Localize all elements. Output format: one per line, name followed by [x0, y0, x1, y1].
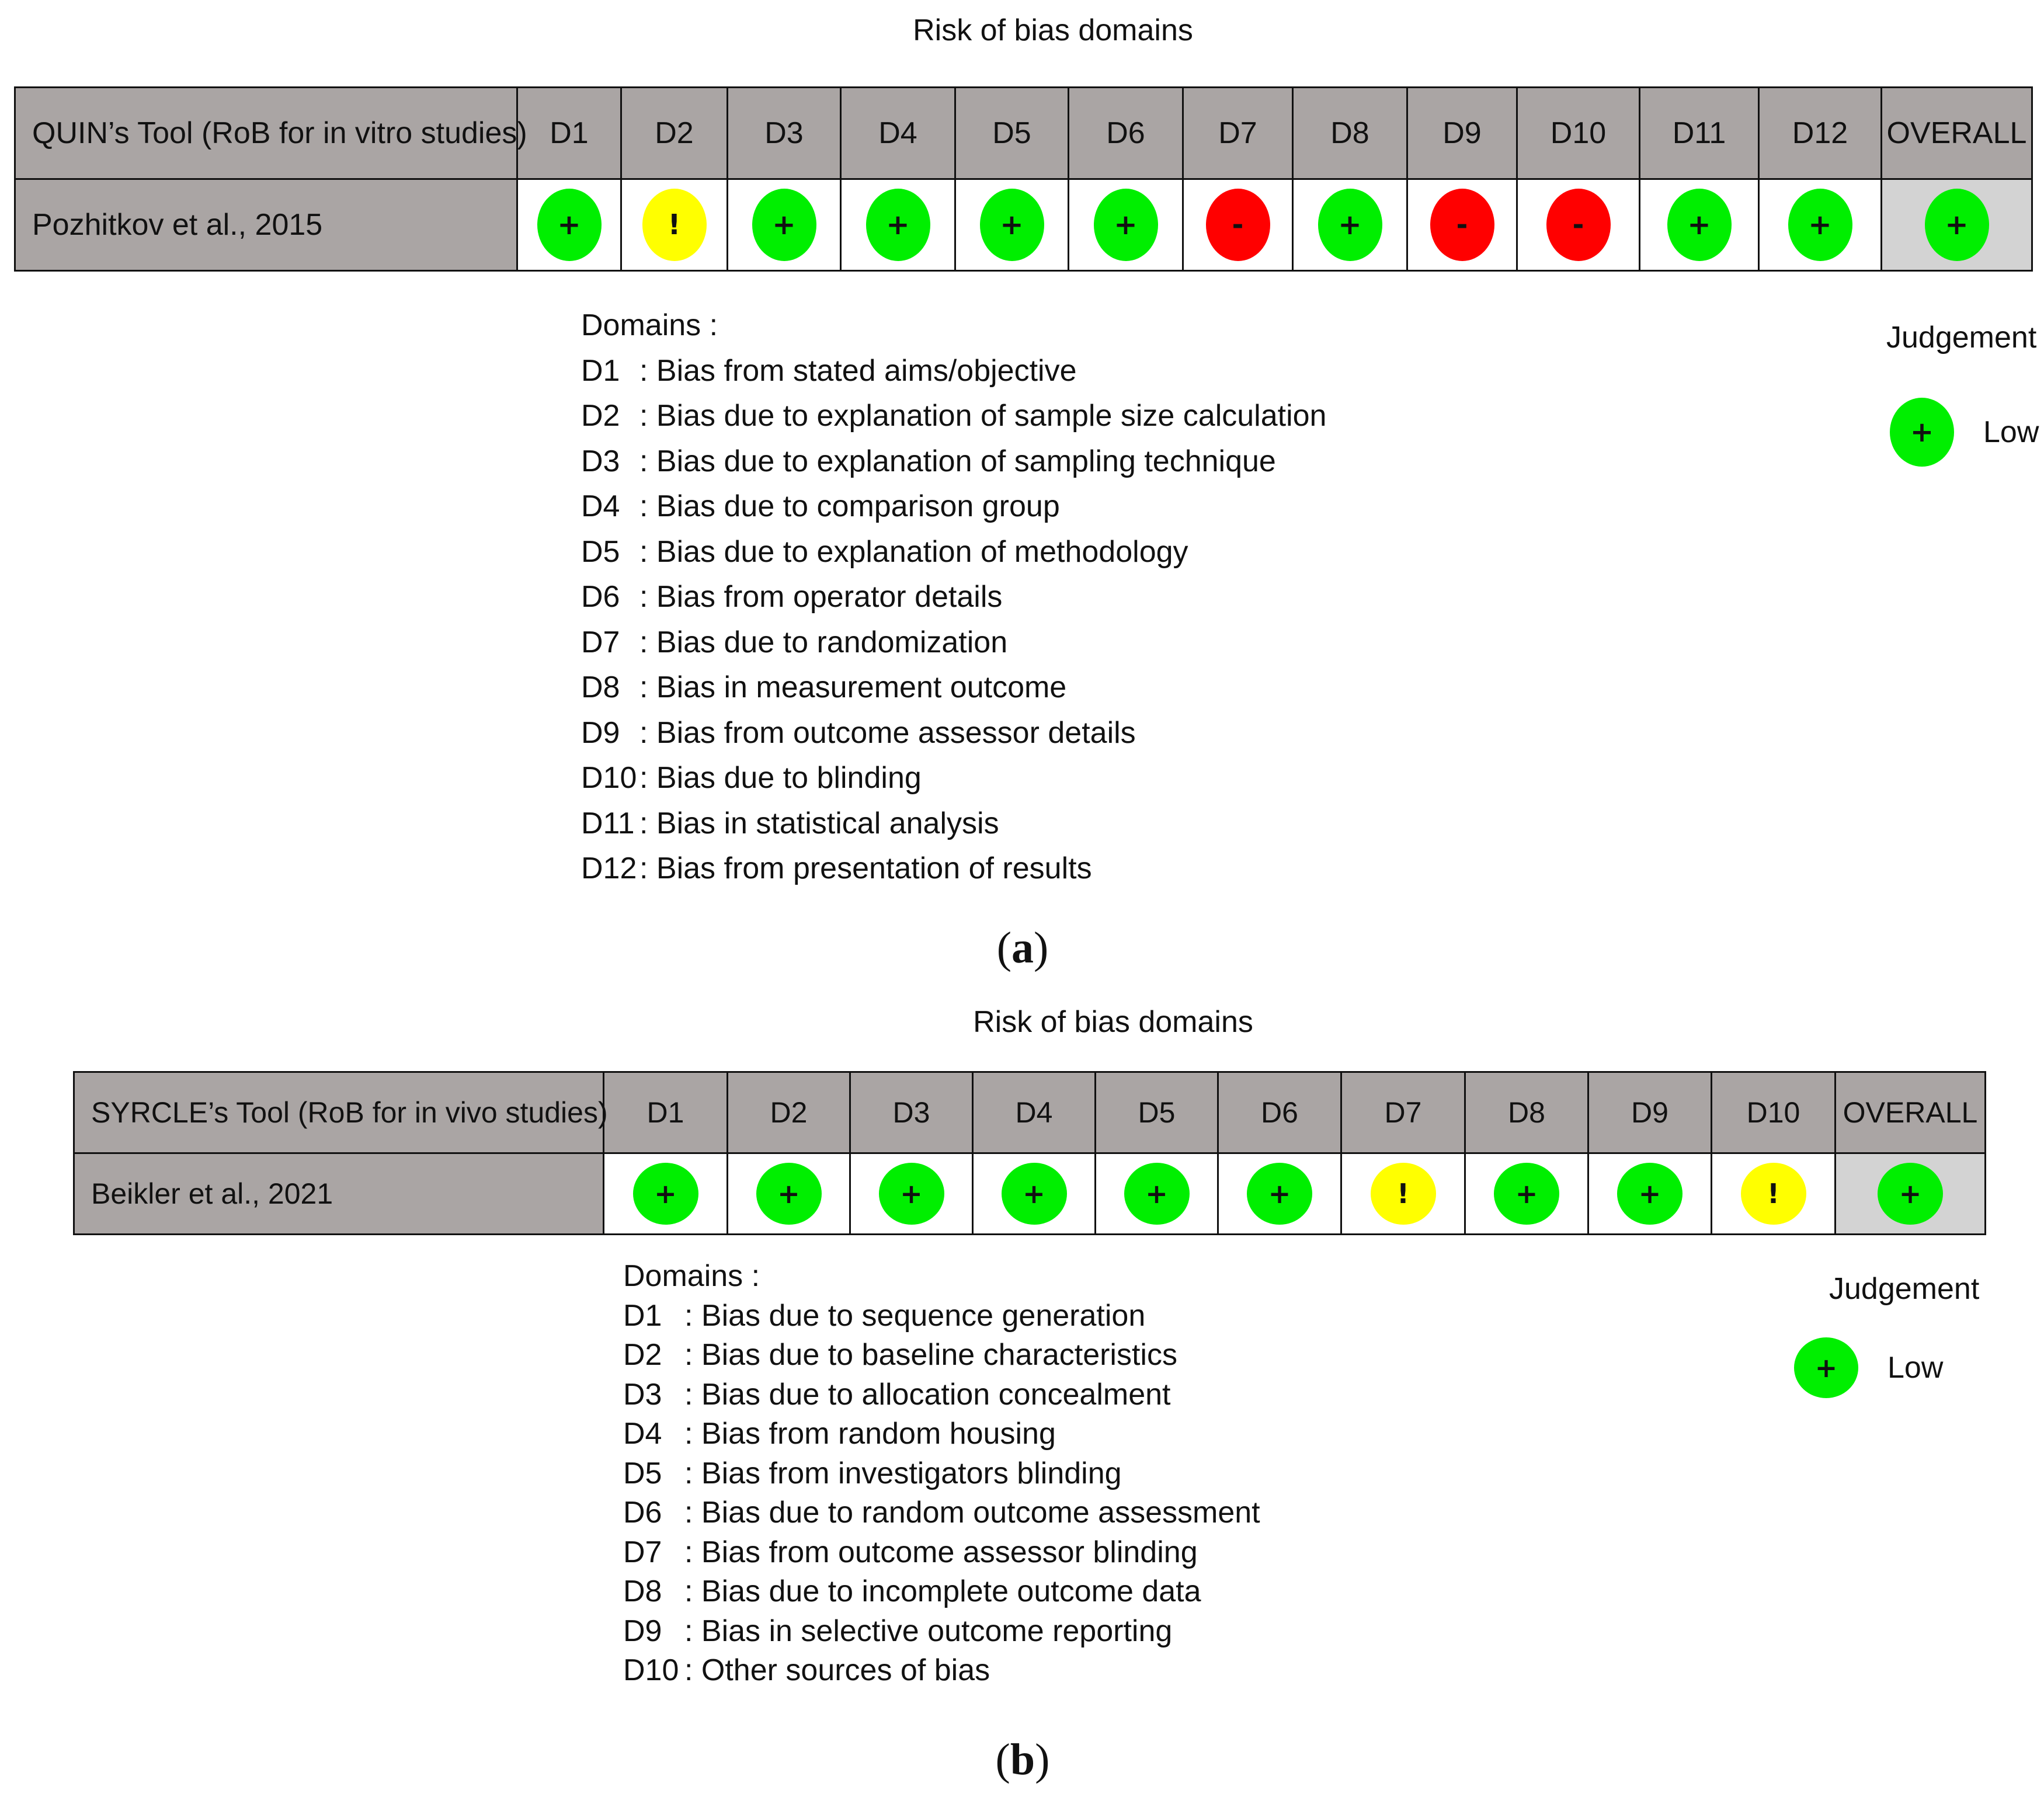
judgement-low-icon: +	[1124, 1163, 1190, 1225]
domain-item	[581, 711, 1326, 756]
domain-item	[623, 1297, 1260, 1336]
domain-item	[581, 846, 1326, 892]
rob-table-a	[14, 86, 2033, 272]
domain-item	[581, 620, 1326, 666]
judgement-high-icon: -	[1546, 189, 1611, 261]
domain-code: D7	[581, 625, 620, 659]
domain-item	[581, 530, 1326, 575]
judgement-low-icon: +	[879, 1163, 944, 1225]
judgement-cell-d7	[1341, 1153, 1465, 1235]
judgement-some_concerns-icon: !	[1741, 1163, 1806, 1225]
column-header-d12: D12	[1759, 88, 1882, 179]
domain-description: : Bias from random housing	[684, 1417, 1056, 1451]
judgement-high-icon: -	[1206, 189, 1270, 261]
rob-table-b	[73, 1071, 1986, 1235]
domain-description: : Bias from stated aims/objective	[639, 353, 1077, 388]
judgement-low-icon: +	[1925, 189, 1989, 261]
domain-item	[623, 1533, 1260, 1573]
domain-code: D2	[581, 399, 620, 433]
column-header-d1: D1	[604, 1072, 728, 1153]
panel-label-b: (b)	[995, 1735, 1050, 1784]
judgement-low-icon: +	[537, 189, 602, 261]
domain-code: D8	[581, 670, 620, 704]
domain-item	[581, 349, 1326, 394]
judgement-low-icon: +	[1878, 1163, 1943, 1225]
domain-code: D9	[623, 1614, 662, 1648]
domain-description: : Bias due to comparison group	[639, 489, 1060, 523]
tool-label: QUIN’s Tool (RoB for in vitro studies)	[15, 88, 517, 179]
legend-a	[1890, 398, 2039, 467]
domain-item	[623, 1572, 1260, 1612]
legend-low-label-b: Low	[1887, 1351, 1944, 1385]
panel-label-a: (a)	[996, 923, 1049, 972]
judgement-cell-d2	[621, 179, 728, 271]
judgement-cell-d1	[604, 1153, 728, 1235]
judgement-cell-overall	[1836, 1153, 1986, 1235]
domain-item	[623, 1375, 1260, 1415]
judgement-cell-d1	[517, 179, 621, 271]
judgement-low-icon: +	[1094, 189, 1158, 261]
domain-code: D5	[623, 1456, 662, 1490]
judgement-cell-d9	[1588, 1153, 1712, 1235]
judgement-cell-overall	[1882, 179, 2032, 271]
column-header-d2: D2	[728, 1072, 850, 1153]
judgement-high-icon: -	[1430, 189, 1494, 261]
domain-description: : Bias in measurement outcome	[639, 670, 1067, 704]
domain-code: D3	[581, 444, 620, 478]
domain-code: D10	[581, 761, 637, 795]
judgement-cell-d11	[1640, 179, 1759, 271]
legend-low-dot-a: +	[1890, 398, 1954, 467]
tool-label: SYRCLE’s Tool (RoB for in vivo studies)	[74, 1072, 604, 1153]
judgement-cell-d2	[728, 1153, 850, 1235]
column-header-d10: D10	[1517, 88, 1640, 179]
domain-code: D4	[623, 1417, 662, 1451]
judgement-title-a: Judgement	[1886, 321, 2037, 354]
column-header-overall: OVERALL	[1882, 88, 2032, 179]
column-header-overall: OVERALL	[1836, 1072, 1986, 1153]
domain-item	[581, 575, 1326, 620]
column-header-d2: D2	[621, 88, 728, 179]
domain-code: D1	[623, 1298, 662, 1333]
domain-item	[623, 1612, 1260, 1652]
domain-item	[581, 665, 1326, 711]
judgement-low-icon: +	[866, 189, 930, 261]
column-header-d7: D7	[1341, 1072, 1465, 1153]
domain-code: D1	[581, 353, 620, 388]
domains-title: Domains :	[623, 1259, 760, 1293]
judgement-cell-d9	[1407, 179, 1517, 271]
study-name: Pozhitkov et al., 2015	[15, 179, 517, 271]
judgement-cell-d4	[841, 179, 955, 271]
judgement-cell-d3	[850, 1153, 973, 1235]
legend-b	[1794, 1337, 1943, 1398]
heading-b: Risk of bias domains	[973, 1005, 1253, 1039]
judgement-some_concerns-icon: !	[1371, 1163, 1436, 1225]
judgement-cell-d3	[728, 179, 841, 271]
domain-description: : Bias from operator details	[639, 580, 1003, 614]
domain-description: : Bias due to sequence generation	[684, 1298, 1146, 1333]
judgement-cell-d6	[1218, 1153, 1341, 1235]
judgement-low-icon: +	[1494, 1163, 1559, 1225]
judgement-cell-d5	[955, 179, 1069, 271]
column-header-d8: D8	[1465, 1072, 1588, 1153]
domain-description: : Bias due to blinding	[639, 761, 922, 795]
column-header-d5: D5	[955, 88, 1069, 179]
domain-item	[623, 1414, 1260, 1454]
judgement-cell-d8	[1293, 179, 1407, 271]
domain-code: D6	[623, 1496, 662, 1530]
domain-item	[581, 439, 1326, 485]
judgement-cell-d7	[1183, 179, 1293, 271]
domain-code: D11	[581, 806, 635, 840]
judgement-cell-d4	[973, 1153, 1096, 1235]
judgement-cell-d10	[1712, 1153, 1836, 1235]
column-header-d3: D3	[850, 1072, 973, 1153]
domain-description: : Bias due to explanation of sample size calculation	[639, 399, 1327, 433]
domain-code: D2	[623, 1338, 662, 1372]
domain-item	[623, 1493, 1260, 1533]
domain-description: : Bias from presentation of results	[639, 851, 1092, 885]
column-header-d7: D7	[1183, 88, 1293, 179]
domain-item	[623, 1336, 1260, 1375]
domain-item	[581, 394, 1326, 439]
judgement-low-icon: +	[1667, 189, 1732, 261]
domain-description: : Other sources of bias	[684, 1653, 990, 1687]
domain-description: : Bias from investigators blinding	[684, 1456, 1122, 1490]
domain-description: : Bias in statistical analysis	[639, 806, 999, 840]
column-header-d6: D6	[1069, 88, 1183, 179]
domain-item	[623, 1651, 1260, 1691]
domain-description: : Bias due to randomization	[639, 625, 1008, 659]
domain-code: D10	[623, 1653, 679, 1687]
domain-code: D3	[623, 1377, 662, 1412]
heading-a: Risk of bias domains	[913, 13, 1193, 47]
judgement-low-icon: +	[633, 1163, 698, 1225]
column-header-d8: D8	[1293, 88, 1407, 179]
judgement-cell-d8	[1465, 1153, 1588, 1235]
column-header-d4: D4	[841, 88, 955, 179]
domain-code: D12	[581, 851, 637, 885]
domain-item	[623, 1454, 1260, 1494]
domain-code: D4	[581, 489, 620, 523]
domain-item	[581, 484, 1326, 530]
judgement-cell-d10	[1517, 179, 1640, 271]
domain-description: : Bias due to explanation of methodology	[639, 534, 1188, 569]
column-header-d6: D6	[1218, 1072, 1341, 1153]
column-header-d10: D10	[1712, 1072, 1836, 1153]
judgement-cell-d6	[1069, 179, 1183, 271]
judgement-cell-d12	[1759, 179, 1882, 271]
judgement-title-b: Judgement	[1829, 1272, 1980, 1306]
legend-low-dot-b: +	[1794, 1337, 1858, 1398]
domain-description: : Bias due to incomplete outcome data	[684, 1574, 1201, 1608]
column-header-d9: D9	[1588, 1072, 1712, 1153]
judgement-low-icon: +	[1617, 1163, 1683, 1225]
judgement-cell-d5	[1096, 1153, 1218, 1235]
domains-title: Domains :	[581, 308, 718, 342]
judgement-low-icon: +	[1788, 189, 1852, 261]
domains-list-a	[581, 303, 1326, 892]
domains-list-b	[623, 1257, 1260, 1691]
domain-code: D5	[581, 534, 620, 569]
judgement-low-icon: +	[756, 1163, 822, 1225]
judgement-low-icon: +	[980, 189, 1044, 261]
column-header-d9: D9	[1407, 88, 1517, 179]
domain-description: : Bias from outcome assessor details	[639, 715, 1136, 750]
legend-low-label-a: Low	[1983, 415, 2039, 449]
domain-item	[581, 801, 1326, 847]
domain-description: : Bias due to baseline characteristics	[684, 1338, 1177, 1372]
judgement-low-icon: +	[752, 189, 816, 261]
column-header-d4: D4	[973, 1072, 1096, 1153]
domain-item	[581, 756, 1326, 801]
judgement-low-icon: +	[1002, 1163, 1067, 1225]
study-name: Beikler et al., 2021	[74, 1153, 604, 1235]
domain-description: : Bias due to allocation concealment	[684, 1377, 1171, 1412]
domain-description: : Bias due to random outcome assessment	[684, 1496, 1260, 1530]
domain-code: D9	[581, 715, 620, 750]
judgement-low-icon: +	[1318, 189, 1382, 261]
domain-code: D8	[623, 1574, 662, 1608]
judgement-some_concerns-icon: !	[642, 189, 707, 261]
domain-description: : Bias from outcome assessor blinding	[684, 1535, 1198, 1569]
judgement-low-icon: +	[1247, 1163, 1312, 1225]
domain-description: : Bias due to explanation of sampling technique	[639, 444, 1276, 478]
column-header-d5: D5	[1096, 1072, 1218, 1153]
domain-code: D7	[623, 1535, 662, 1569]
column-header-d3: D3	[728, 88, 841, 179]
domain-description: : Bias in selective outcome reporting	[684, 1614, 1173, 1648]
domain-code: D6	[581, 580, 620, 614]
column-header-d1: D1	[517, 88, 621, 179]
column-header-d11: D11	[1640, 88, 1759, 179]
